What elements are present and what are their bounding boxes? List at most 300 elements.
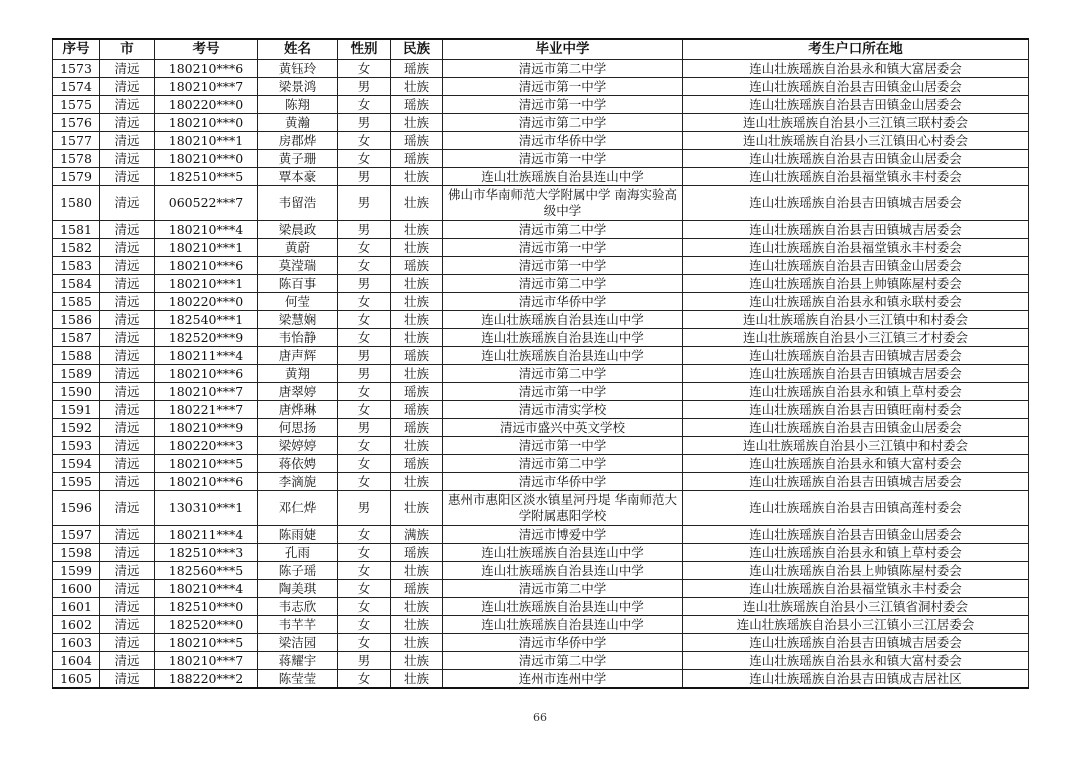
cell-household: 连山壮族瑶族自治县永和镇上草村委会	[683, 544, 1029, 562]
cell-household: 连山壮族瑶族自治县小三江镇小三江居委会	[683, 616, 1029, 634]
cell-gender: 女	[338, 60, 391, 78]
cell-ethnicity: 壮族	[391, 186, 443, 221]
cell-ethnicity: 瑶族	[391, 580, 443, 598]
cell-school: 清远市第二中学	[443, 652, 683, 670]
cell-household: 连山壮族瑶族自治县上帅镇陈屋村委会	[683, 275, 1029, 293]
cell-ethnicity: 瑶族	[391, 401, 443, 419]
cell-exam-no: 180210***5	[155, 634, 258, 652]
table-row	[53, 455, 1029, 473]
table-row	[53, 78, 1029, 96]
table-row	[53, 634, 1029, 652]
cell-gender: 女	[338, 329, 391, 347]
cell-name: 何莹	[258, 293, 338, 311]
cell-school: 清远市第二中学	[443, 580, 683, 598]
cell-name: 李滴旎	[258, 473, 338, 491]
cell-gender: 男	[338, 347, 391, 365]
cell-school: 连州市连州中学	[443, 670, 683, 689]
table-row	[53, 60, 1029, 78]
cell-exam-no: 180210***1	[155, 275, 258, 293]
cell-household: 连山壮族瑶族自治县吉田镇城吉居委会	[683, 347, 1029, 365]
cell-ethnicity: 瑶族	[391, 60, 443, 78]
cell-seq: 1587	[53, 329, 100, 347]
table-row	[53, 150, 1029, 168]
cell-gender: 女	[338, 150, 391, 168]
cell-ethnicity: 壮族	[391, 652, 443, 670]
table-row	[53, 275, 1029, 293]
cell-seq: 1581	[53, 221, 100, 239]
cell-ethnicity: 壮族	[391, 437, 443, 455]
table-row	[53, 257, 1029, 275]
cell-city: 清远	[100, 293, 155, 311]
cell-name: 梁景鸿	[258, 78, 338, 96]
cell-household: 连山壮族瑶族自治县吉田镇金山居委会	[683, 150, 1029, 168]
cell-exam-no: 182510***0	[155, 598, 258, 616]
cell-name: 梁晨政	[258, 221, 338, 239]
cell-household: 连山壮族瑶族自治县福堂镇永丰村委会	[683, 168, 1029, 186]
cell-city: 清远	[100, 168, 155, 186]
cell-school: 惠州市惠阳区淡水镇星河丹堤 华南师范大学附属惠阳学校	[443, 491, 683, 526]
cell-seq: 1593	[53, 437, 100, 455]
cell-seq: 1584	[53, 275, 100, 293]
cell-city: 清远	[100, 473, 155, 491]
cell-name: 黄瀚	[258, 114, 338, 132]
cell-name: 黄子珊	[258, 150, 338, 168]
cell-gender: 女	[338, 455, 391, 473]
cell-exam-no: 188220***2	[155, 670, 258, 689]
cell-exam-no: 180221***7	[155, 401, 258, 419]
table-row	[53, 383, 1029, 401]
cell-school: 佛山市华南师范大学附属中学 南海实验高级中学	[443, 186, 683, 221]
cell-gender: 女	[338, 634, 391, 652]
cell-city: 清远	[100, 114, 155, 132]
cell-city: 清远	[100, 526, 155, 544]
cell-household: 连山壮族瑶族自治县吉田镇成吉居社区	[683, 670, 1029, 689]
cell-exam-no: 180220***0	[155, 293, 258, 311]
cell-seq: 1585	[53, 293, 100, 311]
cell-school: 连山壮族瑶族自治县连山中学	[443, 616, 683, 634]
header-seq: 序号	[53, 39, 100, 60]
header-ethnicity: 民族	[391, 39, 443, 60]
cell-school: 连山壮族瑶族自治县连山中学	[443, 311, 683, 329]
cell-city: 清远	[100, 401, 155, 419]
cell-name: 孔雨	[258, 544, 338, 562]
table-row	[53, 473, 1029, 491]
cell-gender: 女	[338, 670, 391, 689]
cell-seq: 1597	[53, 526, 100, 544]
header-row	[53, 39, 1029, 60]
cell-city: 清远	[100, 311, 155, 329]
cell-name: 陈莹莹	[258, 670, 338, 689]
cell-gender: 男	[338, 221, 391, 239]
cell-name: 唐烨琳	[258, 401, 338, 419]
cell-ethnicity: 壮族	[391, 562, 443, 580]
cell-school: 连山壮族瑶族自治县连山中学	[443, 329, 683, 347]
cell-name: 韦留浩	[258, 186, 338, 221]
cell-household: 连山壮族瑶族自治县小三江镇三联村委会	[683, 114, 1029, 132]
cell-household: 连山壮族瑶族自治县吉田镇旺南村委会	[683, 401, 1029, 419]
cell-city: 清远	[100, 455, 155, 473]
cell-seq: 1575	[53, 96, 100, 114]
table-row	[53, 670, 1029, 689]
cell-name: 邓仁烨	[258, 491, 338, 526]
cell-seq: 1590	[53, 383, 100, 401]
cell-exam-no: 180210***6	[155, 257, 258, 275]
cell-gender: 女	[338, 544, 391, 562]
cell-household: 连山壮族瑶族自治县永和镇大富居委会	[683, 60, 1029, 78]
cell-exam-no: 180210***7	[155, 78, 258, 96]
cell-school: 清远市华侨中学	[443, 634, 683, 652]
cell-household: 连山壮族瑶族自治县吉田镇城吉居委会	[683, 473, 1029, 491]
cell-seq: 1574	[53, 78, 100, 96]
table-header	[53, 39, 1029, 60]
cell-ethnicity: 壮族	[391, 168, 443, 186]
cell-ethnicity: 壮族	[391, 616, 443, 634]
cell-name: 蒋耀宇	[258, 652, 338, 670]
cell-seq: 1604	[53, 652, 100, 670]
cell-seq: 1595	[53, 473, 100, 491]
cell-name: 黄蔚	[258, 239, 338, 257]
cell-exam-no: 182560***5	[155, 562, 258, 580]
cell-exam-no: 180210***1	[155, 239, 258, 257]
cell-ethnicity: 壮族	[391, 311, 443, 329]
cell-seq: 1573	[53, 60, 100, 78]
cell-seq: 1591	[53, 401, 100, 419]
cell-seq: 1600	[53, 580, 100, 598]
student-roster-table	[52, 38, 1029, 689]
cell-name: 黄钰玲	[258, 60, 338, 78]
cell-city: 清远	[100, 221, 155, 239]
cell-gender: 女	[338, 132, 391, 150]
cell-school: 清远市华侨中学	[443, 473, 683, 491]
cell-gender: 男	[338, 186, 391, 221]
cell-household: 连山壮族瑶族自治县小三江镇省洞村委会	[683, 598, 1029, 616]
cell-gender: 女	[338, 437, 391, 455]
cell-exam-no: 180210***4	[155, 221, 258, 239]
table-row	[53, 491, 1029, 526]
cell-school: 清远市华侨中学	[443, 293, 683, 311]
cell-seq: 1588	[53, 347, 100, 365]
cell-school: 清远市第一中学	[443, 383, 683, 401]
cell-ethnicity: 瑶族	[391, 383, 443, 401]
cell-gender: 女	[338, 239, 391, 257]
cell-city: 清远	[100, 670, 155, 689]
table-row	[53, 186, 1029, 221]
cell-seq: 1592	[53, 419, 100, 437]
cell-household: 连山壮族瑶族自治县吉田镇金山居委会	[683, 78, 1029, 96]
cell-exam-no: 180210***5	[155, 455, 258, 473]
cell-household: 连山壮族瑶族自治县吉田镇城吉居委会	[683, 365, 1029, 383]
cell-exam-no: 180210***6	[155, 60, 258, 78]
table-row	[53, 580, 1029, 598]
cell-household: 连山壮族瑶族自治县吉田镇城吉居委会	[683, 634, 1029, 652]
cell-gender: 男	[338, 275, 391, 293]
cell-exam-no: 182510***3	[155, 544, 258, 562]
cell-exam-no: 180220***3	[155, 437, 258, 455]
cell-gender: 女	[338, 311, 391, 329]
cell-seq: 1579	[53, 168, 100, 186]
cell-school: 清远市盛兴中英文学校	[443, 419, 683, 437]
cell-household: 连山壮族瑶族自治县吉田镇金山居委会	[683, 96, 1029, 114]
cell-exam-no: 180210***6	[155, 365, 258, 383]
table-row	[53, 401, 1029, 419]
cell-city: 清远	[100, 437, 155, 455]
cell-ethnicity: 瑶族	[391, 544, 443, 562]
cell-city: 清远	[100, 186, 155, 221]
cell-ethnicity: 壮族	[391, 329, 443, 347]
cell-city: 清远	[100, 60, 155, 78]
cell-city: 清远	[100, 580, 155, 598]
header-school: 毕业中学	[443, 39, 683, 60]
cell-seq: 1582	[53, 239, 100, 257]
cell-exam-no: 182510***5	[155, 168, 258, 186]
cell-exam-no: 180210***4	[155, 580, 258, 598]
cell-city: 清远	[100, 132, 155, 150]
cell-exam-no: 180210***7	[155, 383, 258, 401]
cell-ethnicity: 壮族	[391, 634, 443, 652]
cell-city: 清远	[100, 634, 155, 652]
cell-ethnicity: 壮族	[391, 598, 443, 616]
cell-city: 清远	[100, 275, 155, 293]
cell-gender: 男	[338, 491, 391, 526]
cell-exam-no: 180210***0	[155, 114, 258, 132]
cell-gender: 女	[338, 293, 391, 311]
cell-exam-no: 180220***0	[155, 96, 258, 114]
cell-gender: 女	[338, 616, 391, 634]
table-row	[53, 652, 1029, 670]
cell-exam-no: 180210***6	[155, 473, 258, 491]
cell-seq: 1577	[53, 132, 100, 150]
cell-ethnicity: 瑶族	[391, 96, 443, 114]
cell-school: 清远市第二中学	[443, 365, 683, 383]
cell-household: 连山壮族瑶族自治县吉田镇城吉居委会	[683, 186, 1029, 221]
cell-exam-no: 130310***1	[155, 491, 258, 526]
table-row	[53, 96, 1029, 114]
cell-ethnicity: 瑶族	[391, 455, 443, 473]
cell-gender: 女	[338, 526, 391, 544]
cell-household: 连山壮族瑶族自治县永和镇永联村委会	[683, 293, 1029, 311]
cell-seq: 1583	[53, 257, 100, 275]
cell-seq: 1598	[53, 544, 100, 562]
cell-ethnicity: 瑶族	[391, 419, 443, 437]
cell-name: 陈子瑶	[258, 562, 338, 580]
cell-household: 连山壮族瑶族自治县永和镇上草村委会	[683, 383, 1029, 401]
cell-school: 清远市第二中学	[443, 114, 683, 132]
cell-ethnicity: 瑶族	[391, 150, 443, 168]
cell-ethnicity: 瑶族	[391, 347, 443, 365]
cell-city: 清远	[100, 239, 155, 257]
table-row	[53, 347, 1029, 365]
cell-school: 清远市清实学校	[443, 401, 683, 419]
table-row	[53, 221, 1029, 239]
table-row	[53, 311, 1029, 329]
cell-school: 连山壮族瑶族自治县连山中学	[443, 598, 683, 616]
cell-city: 清远	[100, 257, 155, 275]
table-row	[53, 598, 1029, 616]
cell-name: 韦怡静	[258, 329, 338, 347]
cell-ethnicity: 壮族	[391, 670, 443, 689]
cell-city: 清远	[100, 616, 155, 634]
cell-name: 梁慧娴	[258, 311, 338, 329]
cell-name: 韦芊芊	[258, 616, 338, 634]
cell-exam-no: 060522***7	[155, 186, 258, 221]
cell-household: 连山壮族瑶族自治县小三江镇中和村委会	[683, 437, 1029, 455]
cell-exam-no: 180211***4	[155, 526, 258, 544]
cell-city: 清远	[100, 491, 155, 526]
cell-name: 陈百事	[258, 275, 338, 293]
cell-name: 韦志欣	[258, 598, 338, 616]
cell-city: 清远	[100, 365, 155, 383]
cell-seq: 1586	[53, 311, 100, 329]
cell-school: 清远市第二中学	[443, 455, 683, 473]
cell-seq: 1596	[53, 491, 100, 526]
cell-gender: 女	[338, 580, 391, 598]
cell-city: 清远	[100, 419, 155, 437]
table-row	[53, 132, 1029, 150]
cell-name: 蒋依娉	[258, 455, 338, 473]
cell-gender: 女	[338, 473, 391, 491]
table-row	[53, 329, 1029, 347]
header-household: 考生户口所在地	[683, 39, 1029, 60]
cell-ethnicity: 瑶族	[391, 257, 443, 275]
cell-name: 梁洁园	[258, 634, 338, 652]
cell-seq: 1578	[53, 150, 100, 168]
cell-exam-no: 180210***0	[155, 150, 258, 168]
cell-gender: 男	[338, 365, 391, 383]
cell-school: 清远市第一中学	[443, 150, 683, 168]
cell-household: 连山壮族瑶族自治县小三江镇三才村委会	[683, 329, 1029, 347]
cell-school: 清远市华侨中学	[443, 132, 683, 150]
cell-city: 清远	[100, 652, 155, 670]
cell-city: 清远	[100, 598, 155, 616]
cell-household: 连山壮族瑶族自治县吉田镇金山居委会	[683, 419, 1029, 437]
cell-name: 黄翔	[258, 365, 338, 383]
cell-school: 清远市第一中学	[443, 96, 683, 114]
cell-exam-no: 182520***9	[155, 329, 258, 347]
cell-school: 清远市第一中学	[443, 78, 683, 96]
table-row	[53, 168, 1029, 186]
cell-gender: 女	[338, 96, 391, 114]
header-city: 市	[100, 39, 155, 60]
cell-name: 陈雨婕	[258, 526, 338, 544]
table-row	[53, 544, 1029, 562]
table-row	[53, 419, 1029, 437]
cell-household: 连山壮族瑶族自治县吉田镇高莲村委会	[683, 491, 1029, 526]
cell-school: 清远市博爱中学	[443, 526, 683, 544]
table-row	[53, 526, 1029, 544]
cell-gender: 男	[338, 652, 391, 670]
cell-household: 连山壮族瑶族自治县小三江镇中和村委会	[683, 311, 1029, 329]
cell-seq: 1599	[53, 562, 100, 580]
cell-gender: 女	[338, 257, 391, 275]
cell-household: 连山壮族瑶族自治县小三江镇田心村委会	[683, 132, 1029, 150]
cell-ethnicity: 满族	[391, 526, 443, 544]
cell-seq: 1601	[53, 598, 100, 616]
table-row	[53, 437, 1029, 455]
cell-school: 清远市第一中学	[443, 437, 683, 455]
cell-ethnicity: 壮族	[391, 221, 443, 239]
cell-seq: 1605	[53, 670, 100, 689]
table-row	[53, 293, 1029, 311]
cell-city: 清远	[100, 96, 155, 114]
cell-household: 连山壮族瑶族自治县吉田镇金山居委会	[683, 257, 1029, 275]
header-name: 姓名	[258, 39, 338, 60]
cell-ethnicity: 壮族	[391, 491, 443, 526]
cell-household: 连山壮族瑶族自治县上帅镇陈屋村委会	[683, 562, 1029, 580]
cell-name: 陶美琪	[258, 580, 338, 598]
cell-city: 清远	[100, 329, 155, 347]
cell-city: 清远	[100, 347, 155, 365]
cell-name: 陈翔	[258, 96, 338, 114]
cell-ethnicity: 瑶族	[391, 132, 443, 150]
table-row	[53, 562, 1029, 580]
cell-household: 连山壮族瑶族自治县永和镇大富村委会	[683, 652, 1029, 670]
table-body	[53, 60, 1029, 689]
cell-exam-no: 180210***9	[155, 419, 258, 437]
cell-city: 清远	[100, 78, 155, 96]
cell-city: 清远	[100, 544, 155, 562]
cell-name: 梁婷婷	[258, 437, 338, 455]
cell-name: 覃本豪	[258, 168, 338, 186]
cell-household: 连山壮族瑶族自治县福堂镇永丰村委会	[683, 239, 1029, 257]
cell-school: 连山壮族瑶族自治县连山中学	[443, 347, 683, 365]
cell-ethnicity: 壮族	[391, 114, 443, 132]
cell-gender: 男	[338, 114, 391, 132]
cell-school: 清远市第二中学	[443, 60, 683, 78]
cell-school: 清远市第二中学	[443, 221, 683, 239]
header-exam-no: 考号	[155, 39, 258, 60]
cell-school: 清远市第二中学	[443, 275, 683, 293]
cell-exam-no: 180211***4	[155, 347, 258, 365]
cell-city: 清远	[100, 562, 155, 580]
cell-household: 连山壮族瑶族自治县吉田镇城吉居委会	[683, 221, 1029, 239]
cell-seq: 1602	[53, 616, 100, 634]
cell-household: 连山壮族瑶族自治县吉田镇金山居委会	[683, 526, 1029, 544]
table-row	[53, 114, 1029, 132]
cell-seq: 1594	[53, 455, 100, 473]
cell-name: 何思扬	[258, 419, 338, 437]
cell-exam-no: 182540***1	[155, 311, 258, 329]
cell-name: 唐声辉	[258, 347, 338, 365]
cell-ethnicity: 壮族	[391, 293, 443, 311]
cell-seq: 1603	[53, 634, 100, 652]
cell-seq: 1576	[53, 114, 100, 132]
cell-seq: 1589	[53, 365, 100, 383]
cell-ethnicity: 壮族	[391, 239, 443, 257]
cell-name: 莫滢瑞	[258, 257, 338, 275]
cell-school: 连山壮族瑶族自治县连山中学	[443, 544, 683, 562]
table-row	[53, 616, 1029, 634]
cell-ethnicity: 壮族	[391, 78, 443, 96]
cell-school: 清远市第一中学	[443, 257, 683, 275]
page-number: 66	[533, 711, 547, 724]
cell-school: 连山壮族瑶族自治县连山中学	[443, 168, 683, 186]
cell-school: 连山壮族瑶族自治县连山中学	[443, 562, 683, 580]
cell-exam-no: 180210***7	[155, 652, 258, 670]
table-row	[53, 239, 1029, 257]
table-row	[53, 365, 1029, 383]
cell-gender: 男	[338, 168, 391, 186]
header-gender: 性别	[338, 39, 391, 60]
cell-gender: 女	[338, 598, 391, 616]
cell-city: 清远	[100, 383, 155, 401]
cell-gender: 女	[338, 383, 391, 401]
cell-name: 房郡烨	[258, 132, 338, 150]
cell-city: 清远	[100, 150, 155, 168]
cell-name: 唐翠婷	[258, 383, 338, 401]
cell-gender: 男	[338, 78, 391, 96]
cell-ethnicity: 壮族	[391, 473, 443, 491]
cell-household: 连山壮族瑶族自治县永和镇大富村委会	[683, 455, 1029, 473]
